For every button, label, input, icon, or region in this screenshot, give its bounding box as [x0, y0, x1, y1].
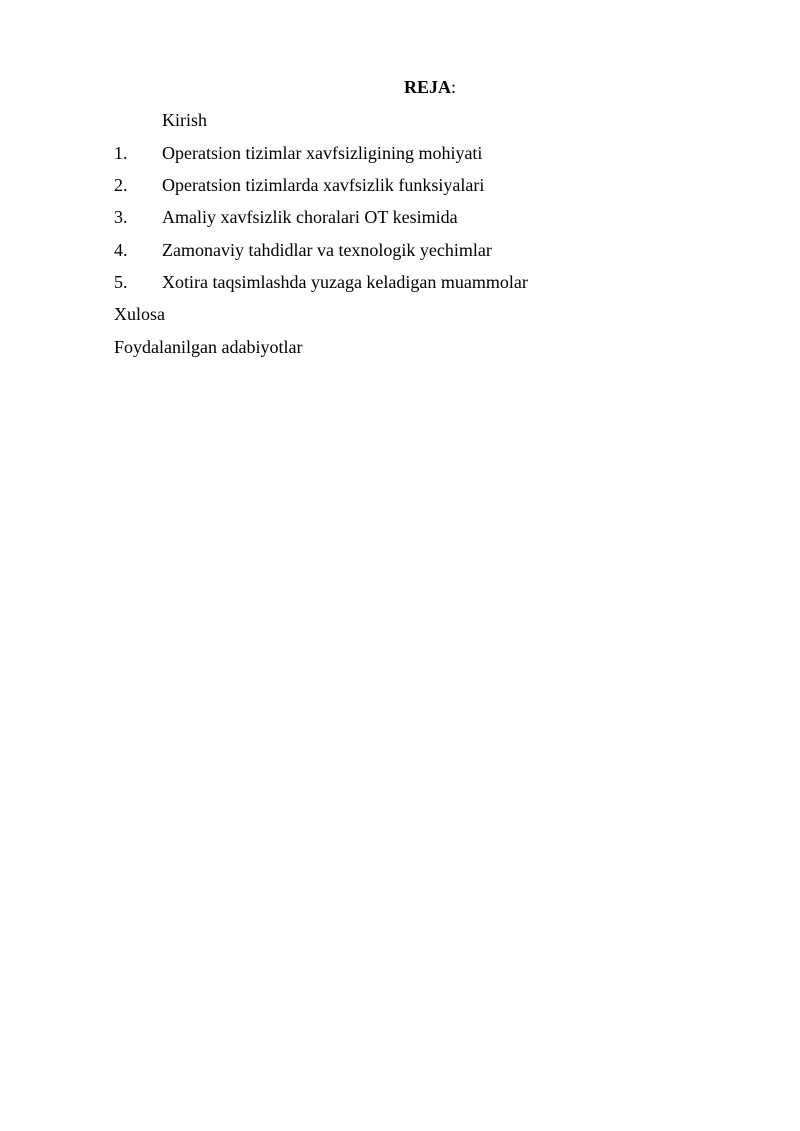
list-item-text: Zamonaviy tahdidlar va texnologik yechimlar: [162, 240, 492, 260]
conclusion-text: Xulosa: [114, 304, 165, 324]
list-item-number: 3.: [114, 207, 128, 227]
list-item-number: 1.: [114, 143, 128, 163]
list-item-text: Amaliy xavfsizlik choralari OT kesimida: [162, 207, 458, 227]
intro-text: Kirish: [162, 110, 207, 130]
list-item-text: Xotira taqsimlashda yuzaga keladigan muammolar: [162, 272, 528, 292]
title-text: REJA: [403, 77, 451, 97]
list-item-text: Operatsion tizimlar xavfsizligining mohiyati: [162, 143, 483, 163]
list-item-number: 2.: [114, 175, 128, 195]
title-colon: :: [451, 77, 457, 97]
list-item-number: 4.: [114, 240, 128, 260]
references-text: Foydalanilgan adabiyotlar: [114, 337, 303, 357]
list-item-text: Operatsion tizimlarda xavfsizlik funksiyalari: [162, 175, 485, 195]
page-title: [0, 75, 800, 99]
list-item-number: 5.: [114, 272, 128, 292]
